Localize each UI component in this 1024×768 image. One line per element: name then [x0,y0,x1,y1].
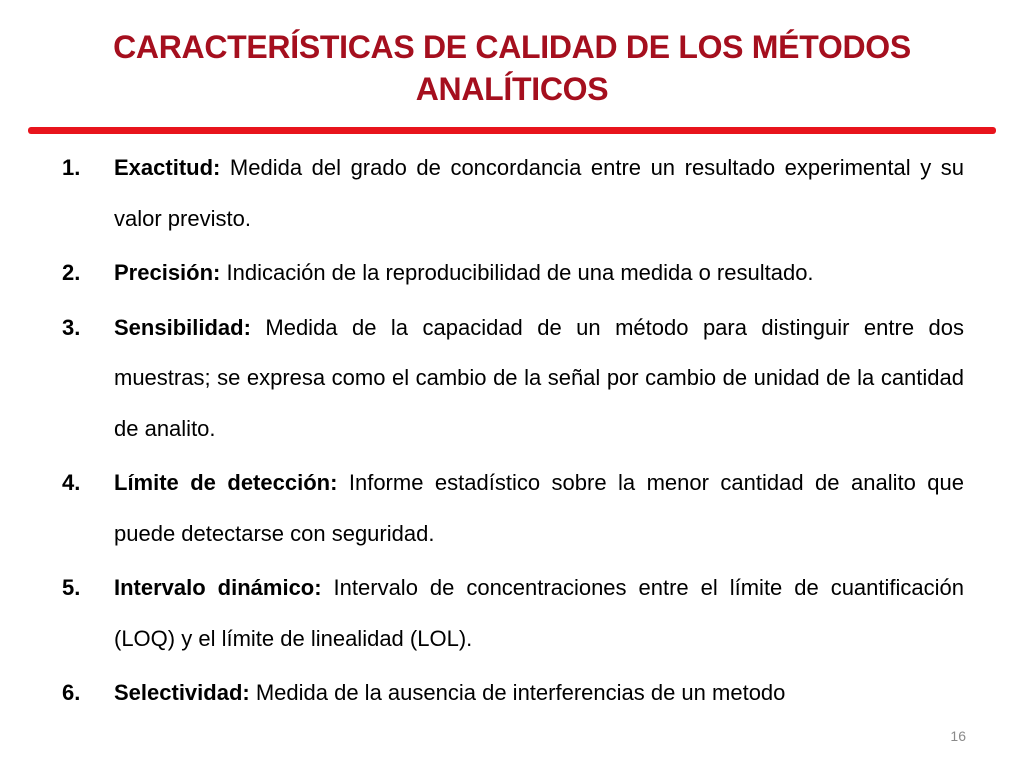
item-number: 3. [62,314,81,340]
list-item [62,303,964,455]
item-number: 2. [62,260,81,285]
list-item [62,143,964,244]
item-term: Precisión: [114,260,221,285]
item-description: Indicación de la reproducibilidad de una medida o resultado. [220,260,814,285]
slide-title [60,26,964,110]
item-term: Sensibilidad: [114,314,251,340]
list-item [62,458,964,559]
title-divider [28,127,996,134]
item-number: 5. [62,575,81,600]
item-number: 6. [62,680,81,705]
item-term: Límite de detección: [114,470,338,495]
item-number: 4. [62,470,81,495]
slide-title-line-2: ANALÍTICOS [415,71,609,107]
list-item [62,248,964,299]
list-item [62,668,964,719]
item-description: Medida de la ausencia de interferencias de un metodo [249,680,786,705]
item-description: Informe estadístico sobre la menor cantidad de analito que puede detectarse con seguridad. [114,470,964,546]
list-item [62,563,964,664]
item-term: Intervalo dinámico: [114,575,322,600]
item-description: Medida del grado de concordancia entre un resultado experimental y su valor previsto. [114,155,964,231]
item-term: Selectividad: [114,680,250,705]
characteristics-list [62,143,964,723]
page-number: 16 [950,728,966,744]
slide-title-line-1: CARACTERÍSTICAS DE CALIDAD DE LOS MÉTODOS [113,29,911,65]
item-description: Intervalo de concentraciones entre el límite de cuantificación (LOQ) y el límite de linealidad (LOL). [114,575,964,651]
item-number: 1. [62,155,81,180]
item-term: Exactitud: [114,155,221,180]
item-description: Medida de la capacidad de un método para distinguir entre dos muestras; se expresa como el cambio de la señal por cambio de unidad de la cantidad de analito. [114,314,964,441]
